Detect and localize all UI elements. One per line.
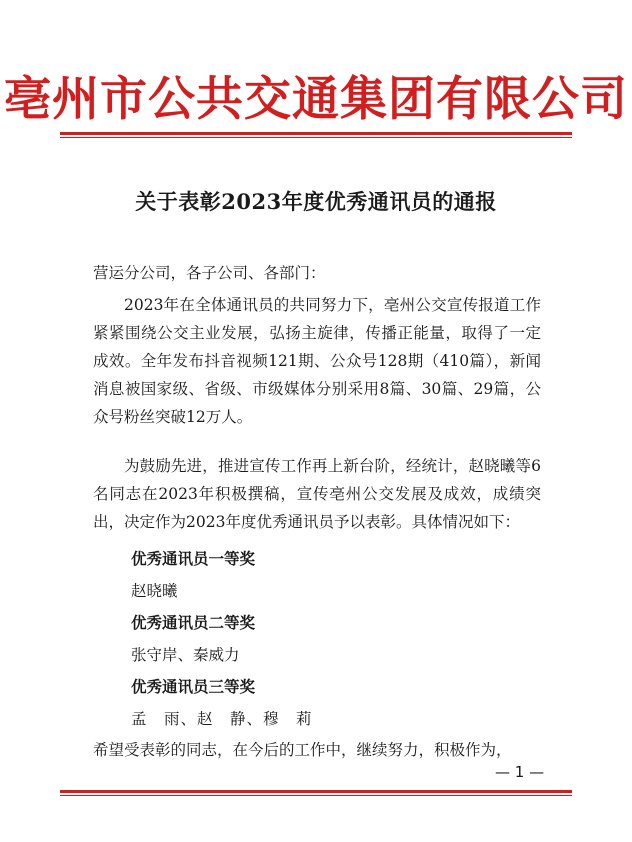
document-title: 关于表彰2023年度优秀通讯员的通报 xyxy=(135,189,497,214)
footer-divider-thick xyxy=(60,790,572,793)
award-first-prize-heading: 优秀通讯员一等奖 xyxy=(131,549,256,568)
paragraph-achievements: 2023年在全体通讯员的共同努力下，亳州公交宣传报道工作紧紧围绕公交主业发展，弘扬主旋律，传播正能量，取得了一定成效。全年发布抖音视频121期、公众号128期（410篇），新闻消息被国家级、省级、市级媒体分别采用8篇、30篇、29篇，公众号粉丝突破12万人。 xyxy=(93,296,541,426)
header-divider-thin xyxy=(60,137,572,138)
award-second-prize-heading: 优秀通讯员二等奖 xyxy=(131,613,256,632)
award-first-prize-names: 赵晓曦 xyxy=(131,582,178,600)
header-divider-thick xyxy=(60,132,572,135)
award-third-prize-heading: 优秀通讯员三等奖 xyxy=(131,677,256,696)
footer-divider-thin xyxy=(60,795,572,796)
award-third-prize-names: 孟 雨、赵 静、穆 莉 xyxy=(131,710,313,728)
organization-header: 亳州市公共交通集团有限公司 xyxy=(4,72,628,127)
award-second-prize-names: 张守岸、秦威力 xyxy=(131,646,240,664)
closing-paragraph: 希望受表彰的同志，在今后的工作中，继续努力，积极作为， xyxy=(93,741,512,759)
paragraph-commendation: 为鼓励先进，推进宣传工作再上新台阶，经统计，赵晓曦等6名同志在2023年积极撰稿，宣传亳州公交发展及成效，成绩突出，决定作为2023年度优秀通讯员予以表彰。具体情况如下： xyxy=(93,457,541,531)
salutation: 营运分公司，各子公司、各部门： xyxy=(93,264,326,282)
page-number: — 1 — xyxy=(495,763,545,781)
